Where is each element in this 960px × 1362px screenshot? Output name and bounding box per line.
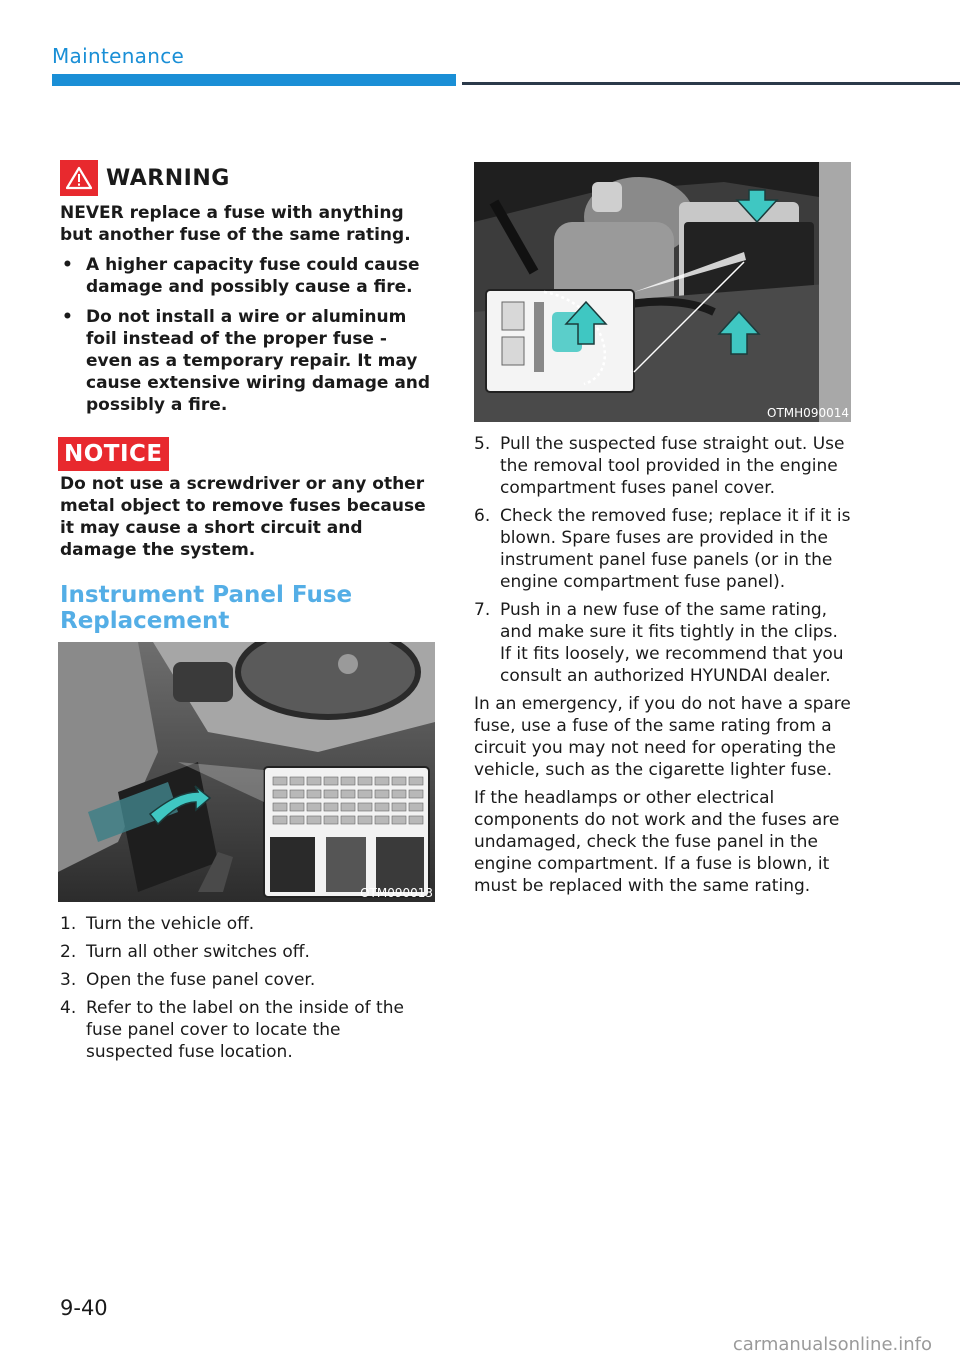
- step-number: 4.: [60, 998, 77, 1018]
- instrument-panel-illustration: [58, 642, 435, 902]
- step-item: [60, 997, 432, 1063]
- paragraph: If the headlamps or other electrical components do not work and the fuses are undamaged, check the fuse panel in the engine compartment. If a fuse is blown, it must be replaced with the same rating.: [474, 788, 840, 896]
- warning-intro: NEVER replace a fuse with anything but another fuse of the same rating.: [60, 203, 411, 245]
- warning-title: WARNING: [106, 165, 230, 191]
- figure-code: OTM090013: [360, 886, 433, 900]
- figure-engine-compartment-fuse: [474, 162, 851, 422]
- step-text: Refer to the label on the inside of the fuse panel cover to locate the suspected fuse location.: [86, 998, 404, 1062]
- warning-triangle-icon: [60, 160, 98, 196]
- notice-text: Do not use a screwdriver or any other metal object to remove fuses because it may cause a short circuit and damage the system.: [60, 474, 426, 560]
- step-item: [60, 913, 432, 935]
- step-item: [474, 599, 852, 687]
- step-item: [474, 505, 852, 593]
- header-rule-accent: [52, 74, 456, 86]
- steps-right: [474, 433, 852, 897]
- warning-list: [60, 254, 432, 416]
- notice-body: [60, 473, 432, 561]
- paragraph: In an emergency, if you do not have a spare fuse, use a fuse of the same rating from a circuit you may not need for operating the vehicle, such as the cigarette lighter fuse.: [474, 694, 851, 780]
- step-number: 2.: [60, 942, 77, 962]
- step-text: Check the removed fuse; replace it if it is blown. Spare fuses are provided in the instrument panel fuse panels (or in the engine compartment fuse panel).: [500, 506, 851, 592]
- step-text: Turn the vehicle off.: [86, 914, 255, 934]
- subsection-title-line: Replacement: [60, 608, 230, 634]
- subsection-title: [60, 582, 352, 634]
- step-number: 5.: [474, 434, 491, 454]
- warning-bullet: • Do not install a wire or aluminum foil instead of the proper fuse - even as a temporary repair. It may cause extensive wiring damage and possibly a fire.: [60, 306, 432, 416]
- warning-heading: [60, 160, 230, 196]
- step-text: Push in a new fuse of the same rating, and make sure it fits tightly in the clips. If it fits loosely, we recommend that you consult an authorized HYUNDAI dealer.: [500, 600, 844, 686]
- page-number: 9-40: [60, 1296, 108, 1320]
- warning-bullet: • A higher capacity fuse could cause damage and possibly cause a fire.: [60, 254, 432, 298]
- section-title: Maintenance: [52, 44, 185, 68]
- figure-code: OTMH090014: [767, 406, 849, 420]
- header-rule: [462, 82, 960, 85]
- notice-label: NOTICE: [58, 437, 169, 471]
- engine-compartment-illustration: [474, 162, 851, 422]
- step-number: 6.: [474, 506, 491, 526]
- step-number: 1.: [60, 914, 77, 934]
- step-item: [60, 969, 432, 991]
- subsection-title-line: Instrument Panel Fuse: [60, 582, 353, 608]
- step-text: Pull the suspected fuse straight out. Use the removal tool provided in the engine compartment fuses panel cover.: [500, 434, 845, 498]
- step-text: Turn all other switches off.: [86, 942, 310, 962]
- step-number: 3.: [60, 970, 77, 990]
- steps-left: [60, 913, 432, 1069]
- step-item: [60, 941, 432, 963]
- warning-body: [60, 202, 432, 424]
- step-number: 7.: [474, 600, 491, 620]
- figure-instrument-panel-fuse: [58, 642, 435, 902]
- step-item: [474, 433, 852, 499]
- step-text: Open the fuse panel cover.: [86, 970, 316, 990]
- watermark[interactable]: carmanualsonline.info: [732, 1334, 932, 1355]
